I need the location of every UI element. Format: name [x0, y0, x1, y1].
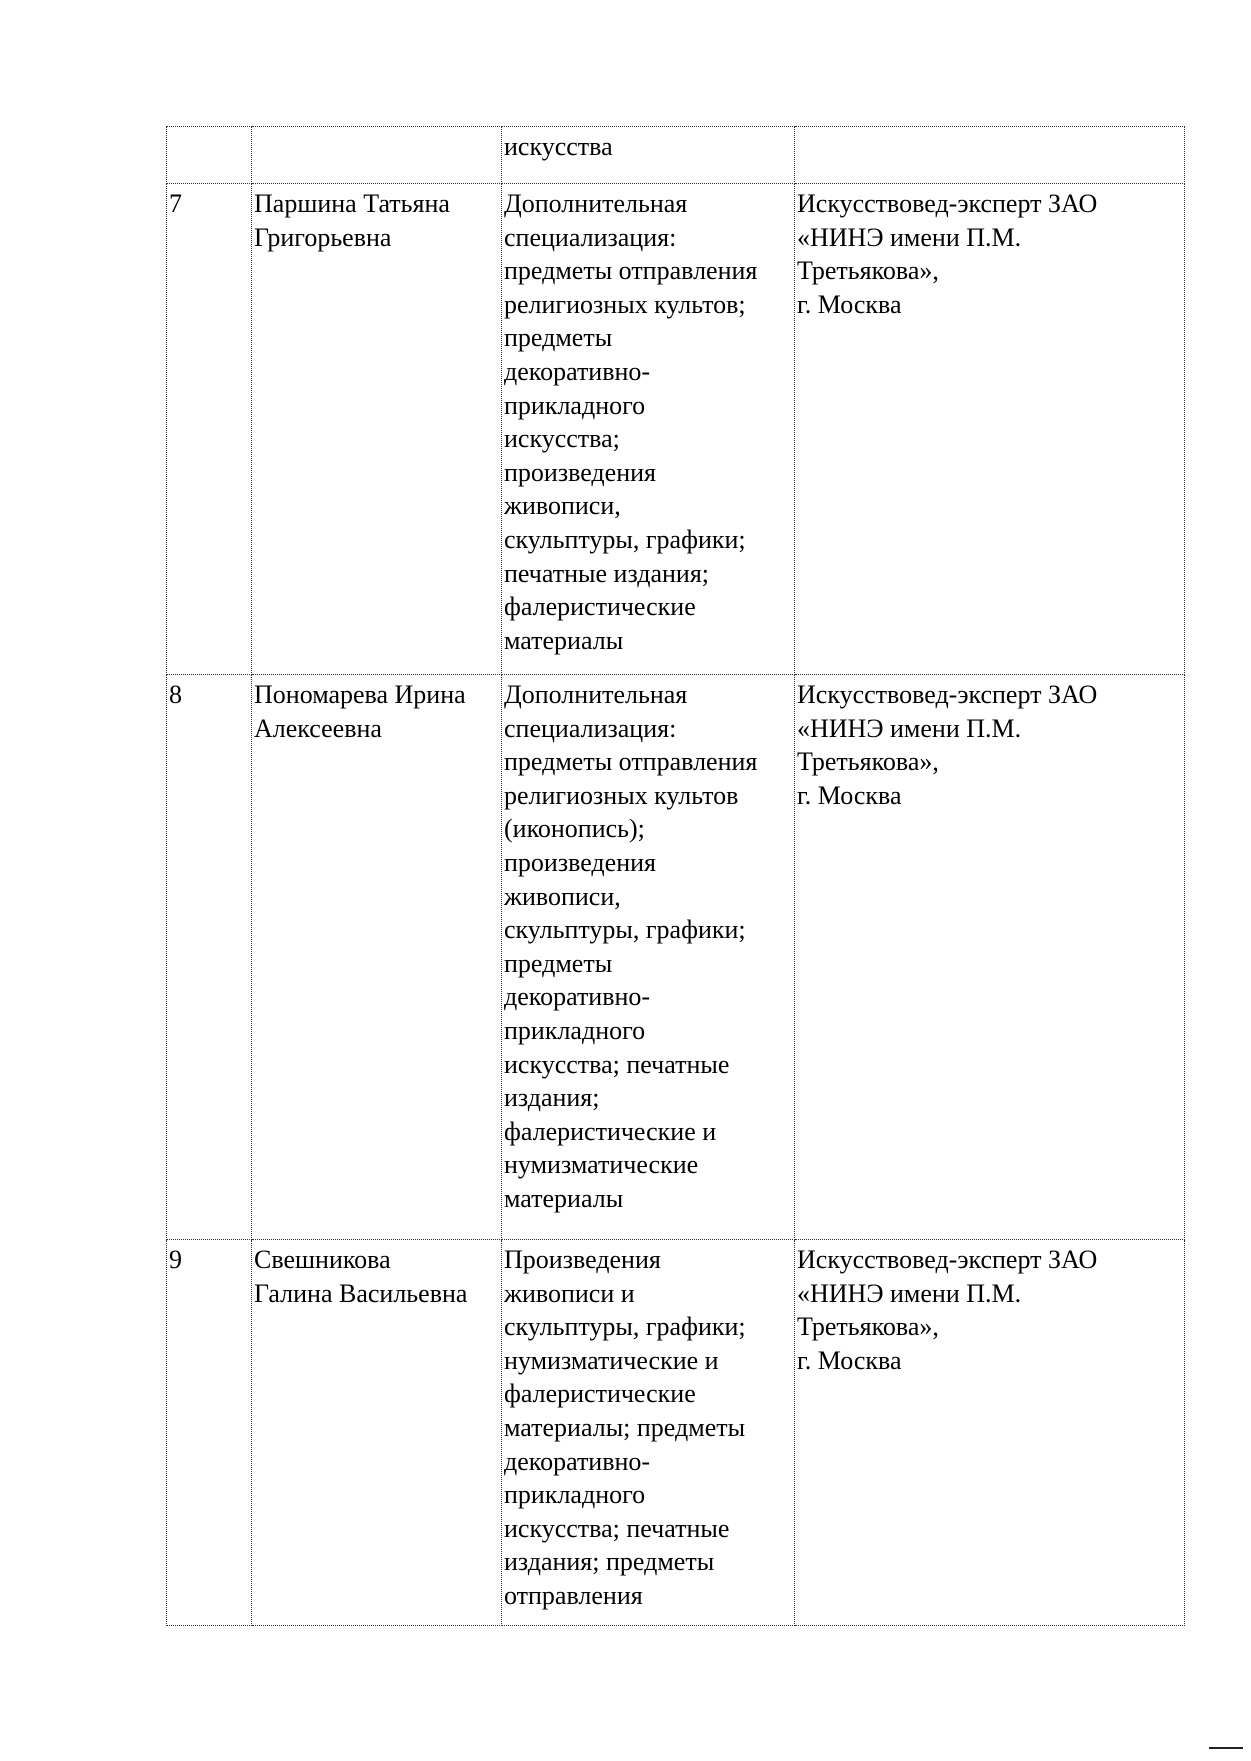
organization-cell: Искусствовед-эксперт ЗАО «НИНЭ имени П.М. Третьякова», г. Москва — [795, 1240, 1185, 1626]
organization-cell: Искусствовед-эксперт ЗАО «НИНЭ имени П.М. Третьякова», г. Москва — [795, 675, 1185, 1240]
table-row — [167, 184, 1185, 675]
row-number-cell: 9 — [167, 1240, 252, 1626]
expert-name-cell — [252, 127, 502, 184]
page-corner-mark — [1209, 1747, 1243, 1755]
organization-cell: Искусствовед-эксперт ЗАО «НИНЭ имени П.М. Третьякова», г. Москва — [795, 184, 1185, 675]
expert-name-cell: Свешникова Галина Васильевна — [252, 1240, 502, 1626]
expert-name-cell: Пономарева Ирина Алексеевна — [252, 675, 502, 1240]
specialization-cell: Дополнительная специализация: предметы отправления религиозных культов; предметы декоративно- прикладного искусства; произведения живописи, скульптуры, графики; печатные издания; фалеристические материалы — [502, 184, 795, 675]
row-number-cell: 8 — [167, 675, 252, 1240]
table-row — [167, 675, 1185, 1240]
table-row — [167, 1240, 1185, 1626]
specialization-cell: Дополнительная специализация: предметы отправления религиозных культов (иконопись); произведения живописи, скульптуры, графики; предметы декоративно- прикладного искусства; печатные издания; фалеристические и нумизматические материалы — [502, 675, 795, 1240]
table-row — [167, 127, 1185, 184]
organization-cell — [795, 127, 1185, 184]
specialization-cell: Произведения живописи и скульптуры, графики; нумизматические и фалеристические материалы; предметы декоративно- прикладного искусства; печатные издания; предметы отправления — [502, 1240, 795, 1626]
specialization-cell: искусства — [502, 127, 795, 184]
experts-table — [166, 126, 1185, 1626]
row-number-cell: 7 — [167, 184, 252, 675]
row-number-cell — [167, 127, 252, 184]
expert-name-cell: Паршина Татьяна Григорьевна — [252, 184, 502, 675]
